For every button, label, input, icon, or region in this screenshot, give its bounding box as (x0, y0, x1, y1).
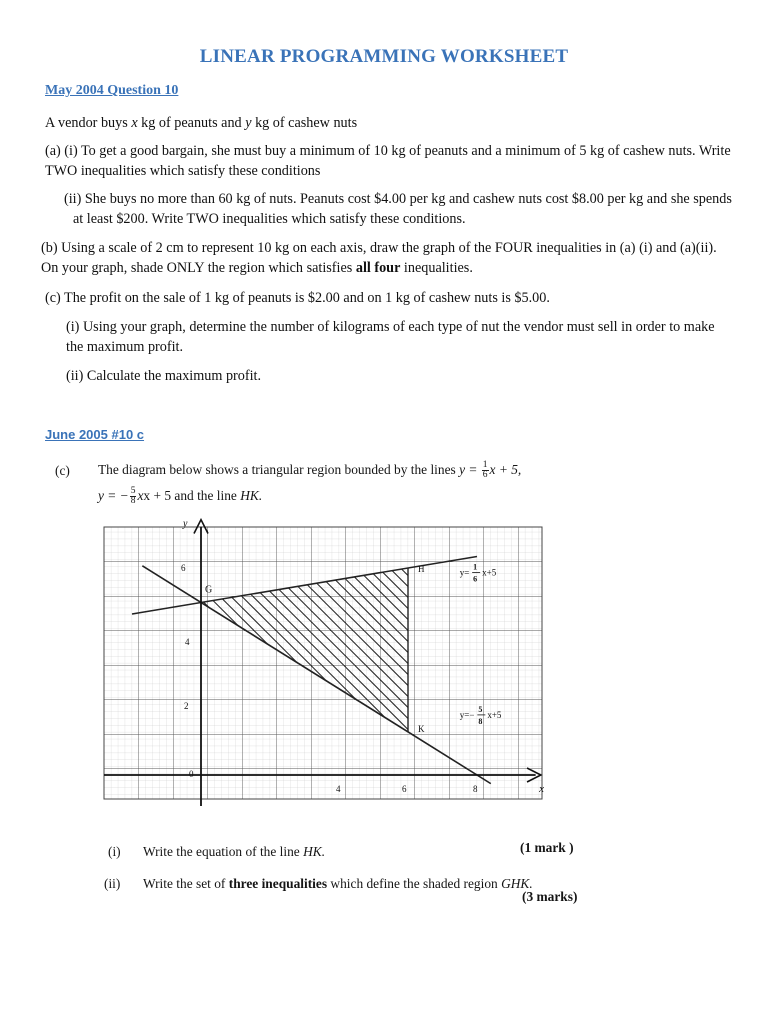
equation-suffix: x+5 (487, 709, 502, 720)
question-intro: A vendor buys x kg of peanuts and y kg of cashew nuts (45, 115, 358, 131)
sub-ii-marks: (3 marks) (522, 889, 578, 904)
sub-ii-label: (ii) (104, 876, 121, 891)
point-label-k: K (418, 723, 425, 734)
question-heading-june-2005[interactable]: June 2005 #10 c (45, 427, 145, 442)
y-axis-label: y (183, 518, 188, 530)
hatch-line (553, 534, 555, 794)
y-tick-label: 4 (185, 637, 190, 647)
part-c-ii: (ii) Calculate the maximum profit. (66, 368, 262, 384)
sub-ii-text: Write the set of three inequalities which define the shaded region GHK. (143, 876, 533, 891)
point-label-g: G (205, 584, 213, 596)
x-tick-label: 4 (336, 784, 341, 794)
equation-prefix: y=− (459, 709, 475, 720)
x-axis-label: x (539, 783, 544, 795)
equation-numerator: 1 (473, 562, 478, 572)
equation-denominator: 6 (473, 574, 478, 584)
page-title: LINEAR PROGRAMMING WORKSHEET (199, 46, 569, 67)
sub-i-label: (i) (108, 844, 121, 859)
fraction-five-eighths: $\frac{5}{8}$ (130, 486, 136, 507)
hatch-line (542, 534, 555, 794)
equation-numerator: 5 (478, 704, 483, 714)
x-tick-label: 0 (189, 769, 194, 779)
x-tick-label: 8 (473, 784, 478, 794)
equation-suffix: x+5 (482, 567, 497, 578)
fraction-one-sixth: $\frac{1}{6}$ (482, 460, 488, 481)
part-label: (c) (55, 463, 70, 478)
equation-denominator: 8 (478, 716, 483, 726)
sub-i-text: Write the equation of the line HK. (143, 844, 326, 859)
y-tick-label: 6 (181, 563, 186, 573)
part-b: (b) Using a scale of 2 cm to represent 10 kg on each axis, draw the graph of the FOUR inequalities in (a) (i) and (a)(ii). On your graph, shade ONLY the region which satisfies all four inequalities. (41, 240, 717, 276)
sub-i-marks: (1 mark ) (520, 840, 574, 855)
y-tick-label: 2 (184, 701, 189, 711)
question-heading-may-2004[interactable]: May 2004 Question 10 (45, 83, 179, 98)
x-tick-label: 6 (402, 784, 407, 794)
part-a-ii: (ii) She buys no more than 60 kg of nuts. Peanuts cost $4.00 per kg and cashew nuts cost $8.00 per kg and she spends at least $200. Write TWO inequalities which satisfy these conditions. (64, 191, 732, 227)
part-a-i: (a) (i) To get a good bargain, she must buy a minimum of 10 kg of peanuts and a minimum of 5 kg of cashew nuts. Write TWO inequalities which satisfy these conditions (45, 143, 731, 179)
part-c-i: (i) Using your graph, determine the number of kilograms of each type of nut the vendor must sell in order to make the maximum profit. (66, 319, 715, 355)
point-label-h: H (418, 564, 425, 574)
inequality-graph (95, 518, 555, 808)
part-c: (c) The profit on the sale of 1 kg of peanuts is $2.00 and on 1 kg of cashew nuts is $5.00. (45, 290, 550, 306)
equation-prefix: y= (459, 567, 470, 578)
diagram-description: The diagram below shows a triangular region bounded by the lines y = $\frac{1}{6}$ x + 5, y = − $\frac{5}{8}$ xx + 5 and the line HK. (98, 460, 522, 507)
